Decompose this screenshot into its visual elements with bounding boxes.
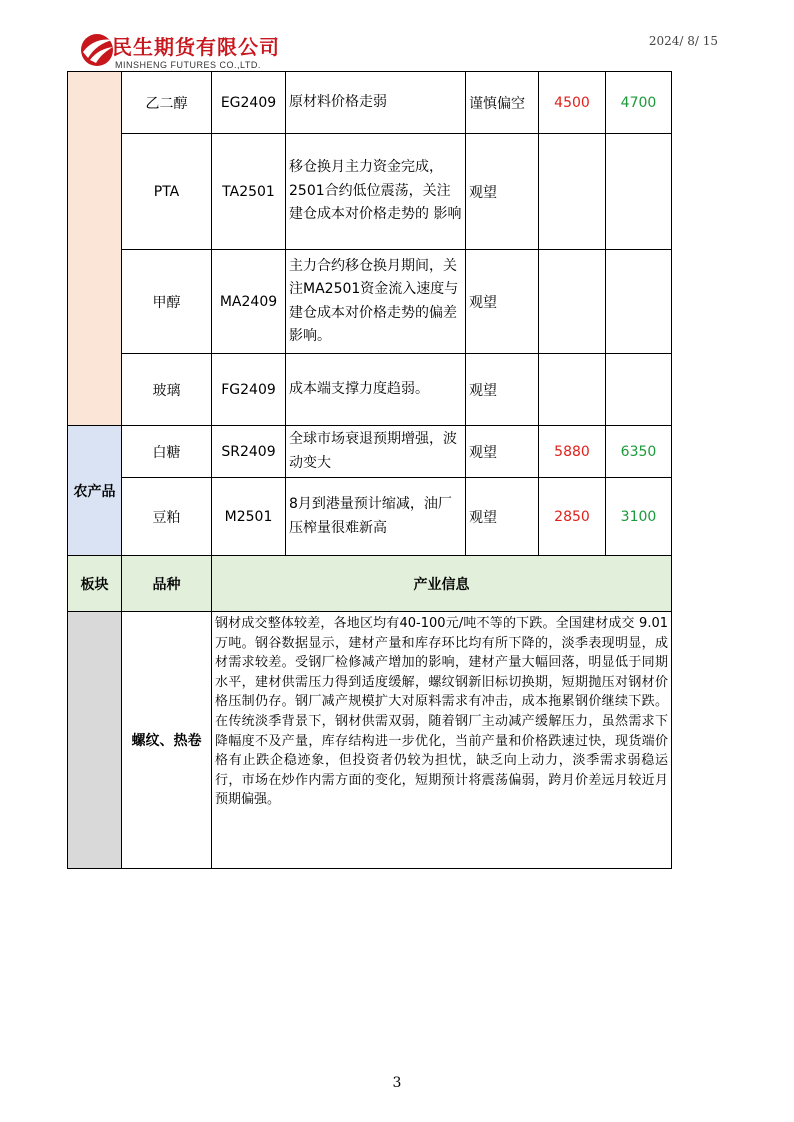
- support-price: 4500: [539, 72, 606, 134]
- agri-section-label: 农产品: [68, 426, 122, 556]
- logic-text: 原材料价格走弱: [286, 72, 466, 134]
- table-row: [68, 426, 672, 478]
- support-price: 2850: [539, 478, 606, 556]
- view-text: 观望: [466, 478, 539, 556]
- view-text: 观望: [466, 134, 539, 250]
- industry-info-header: 产业信息: [212, 556, 672, 612]
- resistance-price: 6350: [606, 426, 672, 478]
- page-number: 3: [392, 1075, 402, 1091]
- industry-info-text: 钢材成交整体较差，各地区均有40-100元/吨不等的下跌。全国建材成交 9.01万吨。钢谷数据显示，建材产量和库存环比均有所下降的，淡季表现明显，成材需求较差。受钢厂检修减产增加的影响，建材产量大幅回落，明显低于同期水平，建材供需压力得到适度缓解，螺纹钢新旧标切换期，短期抛压对钢材价格压制仍存。钢厂减产规模扩大对原料需求有冲击，成本拖累钢价继续下跌。在传统淡季背景下，钢材供需双弱，随着钢厂主动减产缓解压力，虽然需求下降幅度不及产量，库存结构进一步优化，当前产量和价格跌速过快，现货端价格有止跌企稳迹象，但投资者仍较为担忧，缺乏向上动力，淡季需求弱稳运行，市场在炒作内需方面的变化，短期预计将震荡偏弱，跨月价差远月较近月预期偏强。: [212, 612, 672, 869]
- table-row: [68, 354, 672, 426]
- product-name: 玻璃: [122, 354, 212, 426]
- contract-code: M2501: [212, 478, 286, 556]
- view-text: 观望: [466, 426, 539, 478]
- logic-text: 移仓换月主力资金完成，2501合约低位震荡，关注建仓成本对价格走势的 影响: [286, 134, 466, 250]
- report-date: 2024/ 8/ 15: [648, 34, 718, 48]
- contract-code: TA2501: [212, 134, 286, 250]
- company-name-en: MINSHENG FUTURES CO.,LTD.: [115, 60, 261, 70]
- resistance-price: [606, 134, 672, 250]
- info-row: [68, 612, 672, 869]
- resistance-price: [606, 354, 672, 426]
- view-text: 谨慎偏空: [466, 72, 539, 134]
- resistance-price: 4700: [606, 72, 672, 134]
- contract-code: SR2409: [212, 426, 286, 478]
- outlook-table: [67, 71, 672, 869]
- support-price: [539, 134, 606, 250]
- table-row: [68, 478, 672, 556]
- resistance-price: [606, 250, 672, 354]
- product-name: 乙二醇: [122, 72, 212, 134]
- product-name: 豆粕: [122, 478, 212, 556]
- minsheng-emblem-icon: [78, 30, 116, 68]
- variety-cell: 螺纹、热卷: [122, 612, 212, 869]
- logic-text: 全球市场衰退预期增强，波动变大: [286, 426, 466, 478]
- chemical-section-cell: [68, 72, 122, 426]
- logic-text: 成本端支撑力度趋弱。: [286, 354, 466, 426]
- view-text: 观望: [466, 250, 539, 354]
- resistance-price: 3100: [606, 478, 672, 556]
- logic-text: 8月到港量预计缩减，油厂压榨量很难新高: [286, 478, 466, 556]
- view-text: 观望: [466, 354, 539, 426]
- company-name-cn: 民生期货有限公司: [112, 35, 280, 59]
- product-name: 甲醇: [122, 250, 212, 354]
- support-price: [539, 354, 606, 426]
- contract-code: EG2409: [212, 72, 286, 134]
- sector-header: 板块: [68, 556, 122, 612]
- variety-header: 品种: [122, 556, 212, 612]
- support-price: [539, 250, 606, 354]
- info-header-row: [68, 556, 672, 612]
- product-name: 白糖: [122, 426, 212, 478]
- sector-cell: [68, 612, 122, 869]
- support-price: 5880: [539, 426, 606, 478]
- table-row: [68, 72, 672, 134]
- logic-text: 主力合约移仓换月期间，关注MA2501资金流入速度与建仓成本对价格走势的偏差 影响。: [286, 250, 466, 354]
- table-row: [68, 250, 672, 354]
- contract-code: MA2409: [212, 250, 286, 354]
- product-name: PTA: [122, 134, 212, 250]
- company-logo: [78, 30, 298, 72]
- contract-code: FG2409: [212, 354, 286, 426]
- table-row: [68, 134, 672, 250]
